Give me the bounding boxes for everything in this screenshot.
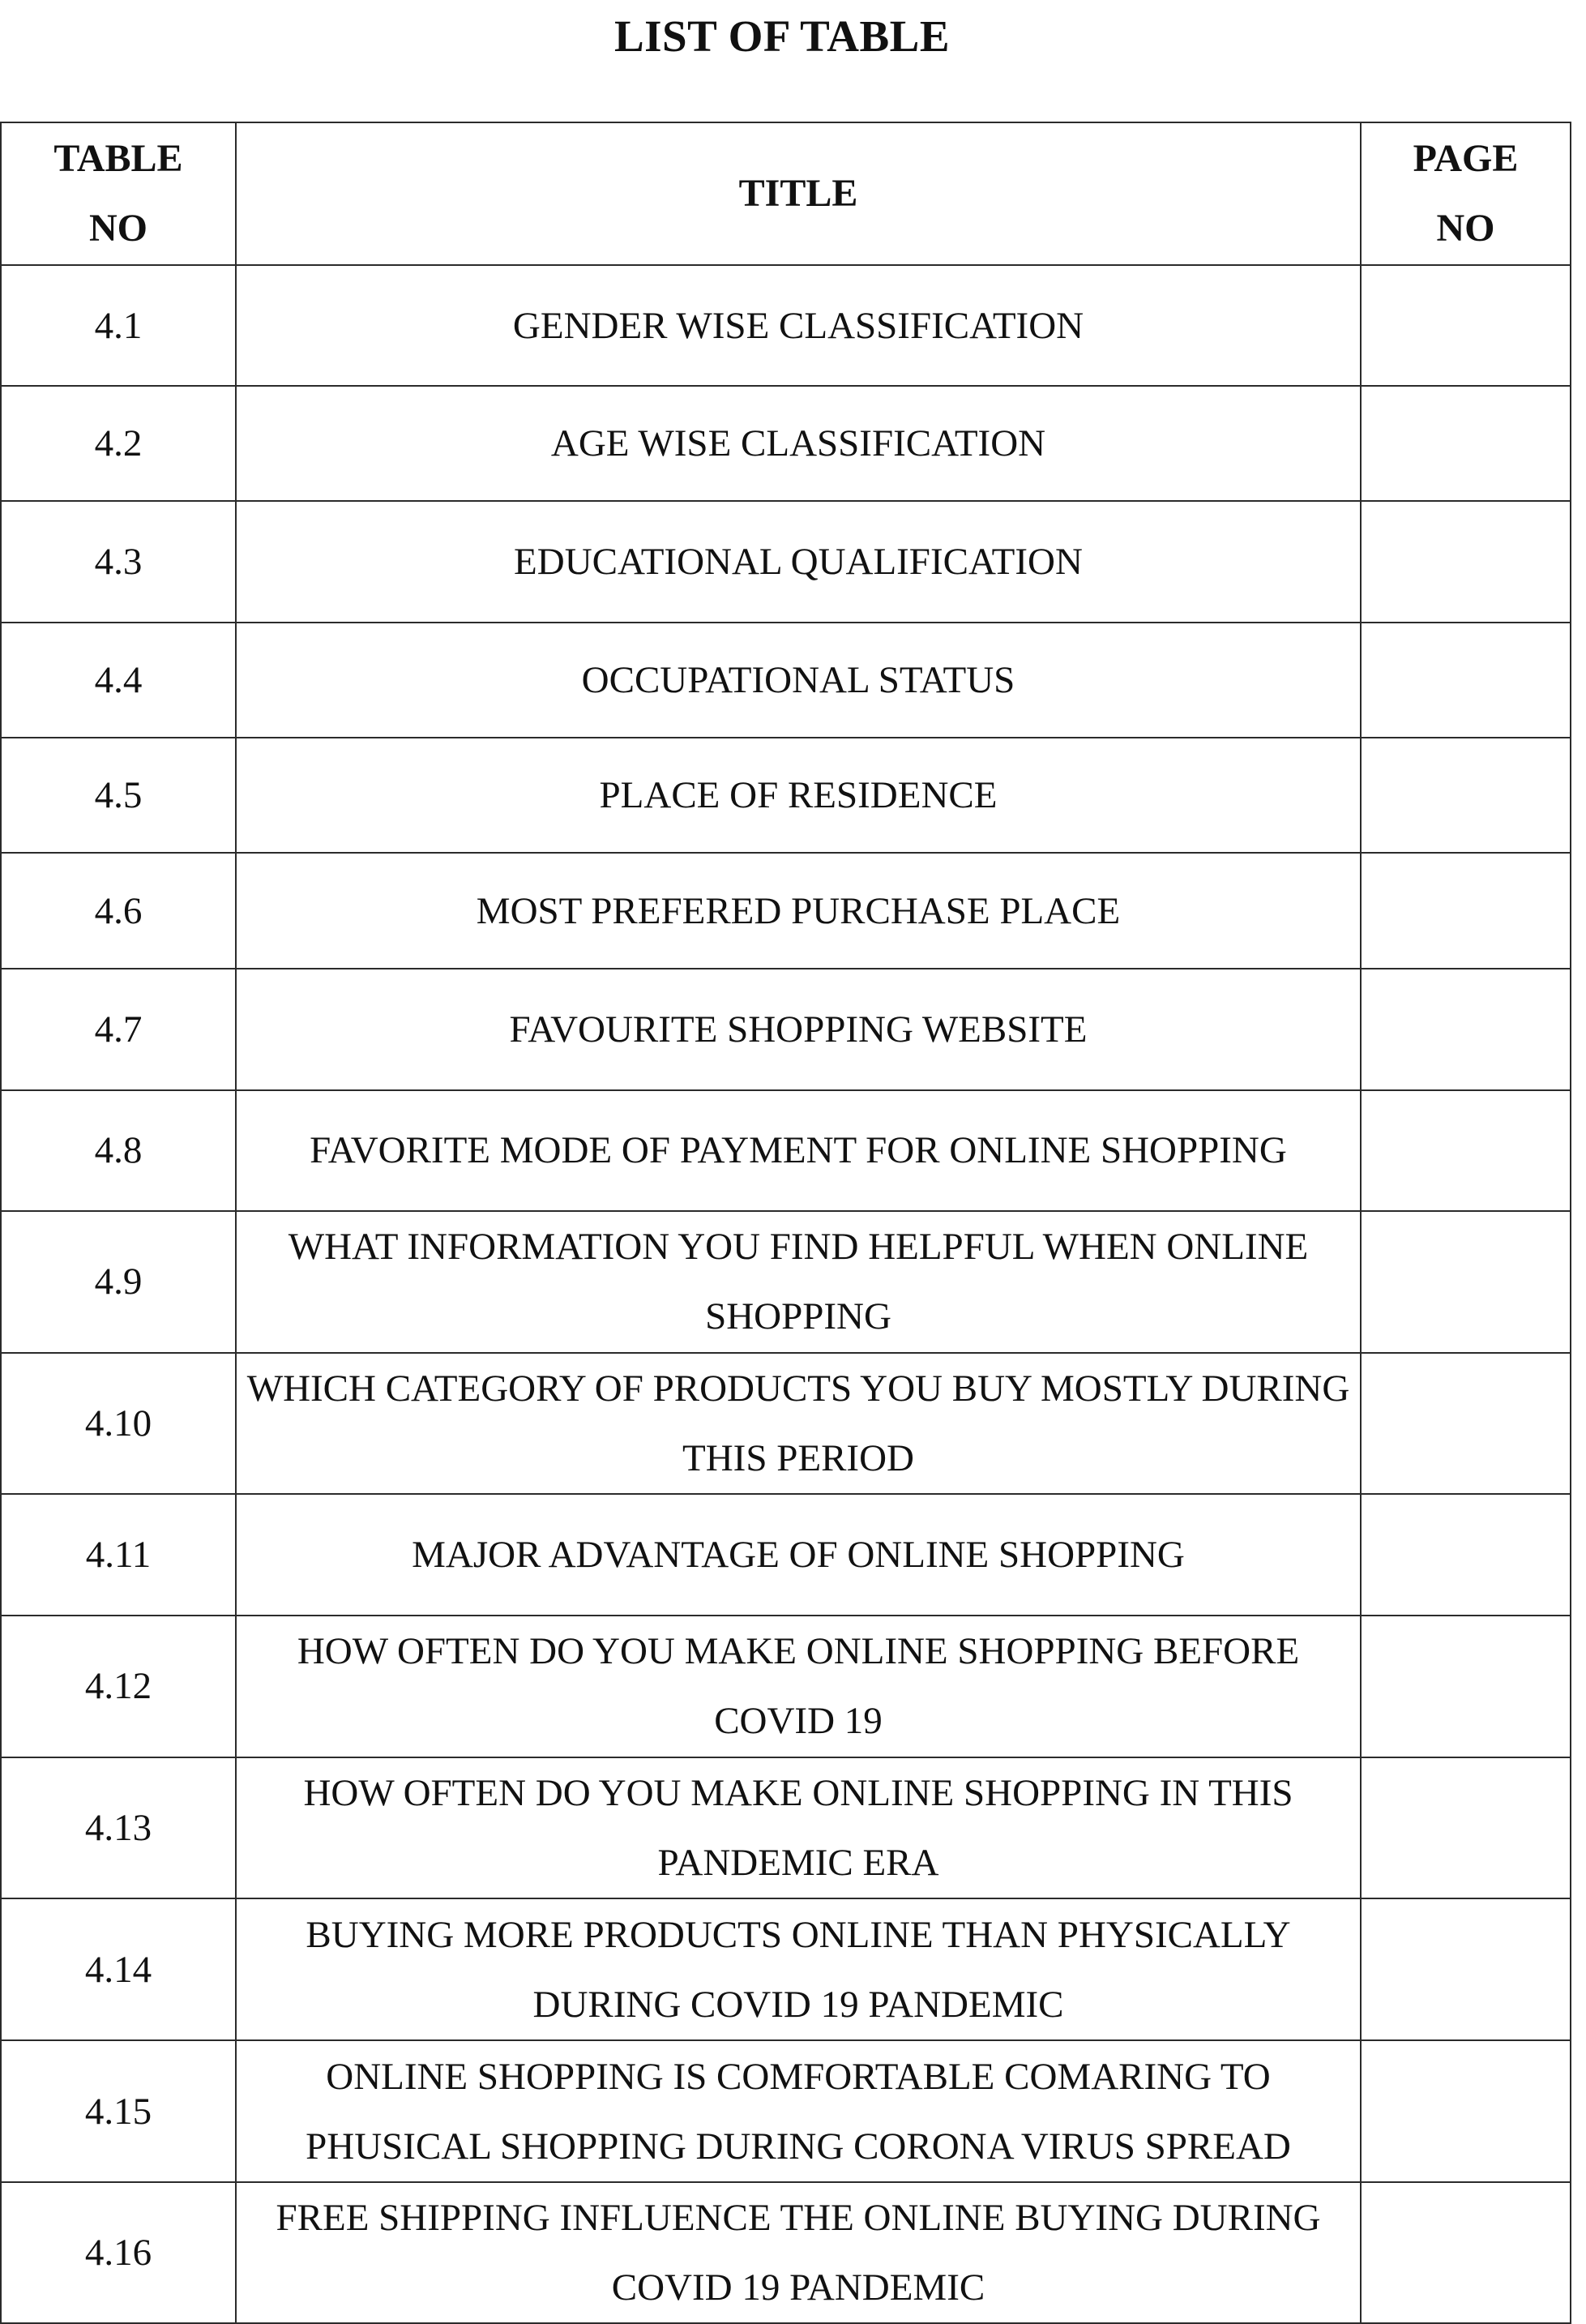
page-number-cell (1361, 1211, 1571, 1353)
column-header-title: TITLE (236, 122, 1361, 265)
table-title-cell: PLACE OF RESIDENCE (236, 738, 1361, 853)
table-number-cell: 4.7 (1, 969, 236, 1089)
table-row (1, 2040, 1571, 2181)
table-number-cell: 4.14 (1, 1898, 236, 2040)
page-number-cell (1361, 386, 1571, 501)
table-row (1, 1757, 1571, 1898)
table-number-cell: 4.12 (1, 1616, 236, 1757)
table-row (1, 501, 1571, 622)
table-number-cell: 4.10 (1, 1353, 236, 1494)
table-row (1, 1353, 1571, 1494)
table-header-row (1, 122, 1571, 265)
table-row (1, 1898, 1571, 2040)
table-number-cell: 4.15 (1, 2040, 236, 2181)
table-number-cell: 4.2 (1, 386, 236, 501)
table-row (1, 623, 1571, 738)
table-number-cell: 4.16 (1, 2182, 236, 2323)
table-row (1, 969, 1571, 1089)
table-title-cell: HOW OFTEN DO YOU MAKE ONLINE SHOPPING IN THIS PANDEMIC ERA (236, 1757, 1361, 1898)
page-number-cell (1361, 2182, 1571, 2323)
table-title-cell: WHICH CATEGORY OF PRODUCTS YOU BUY MOSTLY DURING THIS PERIOD (236, 1353, 1361, 1494)
column-header-page-no (1361, 122, 1571, 265)
table-row (1, 1616, 1571, 1757)
table-number-cell: 4.11 (1, 1494, 236, 1615)
table-number-cell: 4.6 (1, 853, 236, 969)
table-title-cell: FAVORITE MODE OF PAYMENT FOR ONLINE SHOPPING (236, 1090, 1361, 1211)
page-number-cell (1361, 501, 1571, 622)
column-header-table-no (1, 122, 236, 265)
table-number-cell: 4.1 (1, 265, 236, 386)
page-number-cell (1361, 1616, 1571, 1757)
table-row (1, 2182, 1571, 2323)
page-number-cell (1361, 2040, 1571, 2181)
page-number-cell (1361, 1090, 1571, 1211)
table-row (1, 1494, 1571, 1615)
table-row (1, 386, 1571, 501)
table-title-cell: MOST PREFERED PURCHASE PLACE (236, 853, 1361, 969)
table-row (1, 853, 1571, 969)
table-title-cell: GENDER WISE CLASSIFICATION (236, 265, 1361, 386)
table-title-cell: MAJOR ADVANTAGE OF ONLINE SHOPPING (236, 1494, 1361, 1615)
page-number-cell (1361, 265, 1571, 386)
table-title-cell: FREE SHIPPING INFLUENCE THE ONLINE BUYING DURING COVID 19 PANDEMIC (236, 2182, 1361, 2323)
page-number-cell (1361, 738, 1571, 853)
table-number-cell: 4.9 (1, 1211, 236, 1353)
page-title: LIST OF TABLE (613, 11, 951, 61)
table-number-cell: 4.3 (1, 501, 236, 622)
table-title-cell: WHAT INFORMATION YOU FIND HELPFUL WHEN ONLINE SHOPPING (236, 1211, 1361, 1353)
table-title-cell: EDUCATIONAL QUALIFICATION (236, 501, 1361, 622)
page-number-cell (1361, 853, 1571, 969)
table-title-cell: ONLINE SHOPPING IS COMFORTABLE COMARING TO PHUSICAL SHOPPING DURING CORONA VIRUS SPREAD (236, 2040, 1361, 2181)
page-number-cell (1361, 623, 1571, 738)
table-row (1, 1090, 1571, 1211)
table-title-cell: FAVOURITE SHOPPING WEBSITE (236, 969, 1361, 1089)
table-title-cell: HOW OFTEN DO YOU MAKE ONLINE SHOPPING BEFORE COVID 19 (236, 1616, 1361, 1757)
column-header-table-no-line2: NO (89, 207, 147, 250)
page-number-cell (1361, 969, 1571, 1089)
column-header-page-no-line1: PAGE (1413, 137, 1519, 180)
page-number-cell (1361, 1757, 1571, 1898)
table-number-cell: 4.4 (1, 623, 236, 738)
table-row (1, 738, 1571, 853)
column-header-table-no-line1: TABLE (53, 137, 183, 180)
table-row (1, 265, 1571, 386)
table-number-cell: 4.13 (1, 1757, 236, 1898)
table-title-cell: AGE WISE CLASSIFICATION (236, 386, 1361, 501)
table-row (1, 1211, 1571, 1353)
page-number-cell (1361, 1353, 1571, 1494)
column-header-page-no-line2: NO (1436, 207, 1495, 250)
page-number-cell (1361, 1898, 1571, 2040)
table-title-cell: BUYING MORE PRODUCTS ONLINE THAN PHYSICALLY DURING COVID 19 PANDEMIC (236, 1898, 1361, 2040)
table-title-cell: OCCUPATIONAL STATUS (236, 623, 1361, 738)
table-number-cell: 4.5 (1, 738, 236, 853)
page-number-cell (1361, 1494, 1571, 1615)
table-number-cell: 4.8 (1, 1090, 236, 1211)
list-of-tables (0, 122, 1571, 2324)
